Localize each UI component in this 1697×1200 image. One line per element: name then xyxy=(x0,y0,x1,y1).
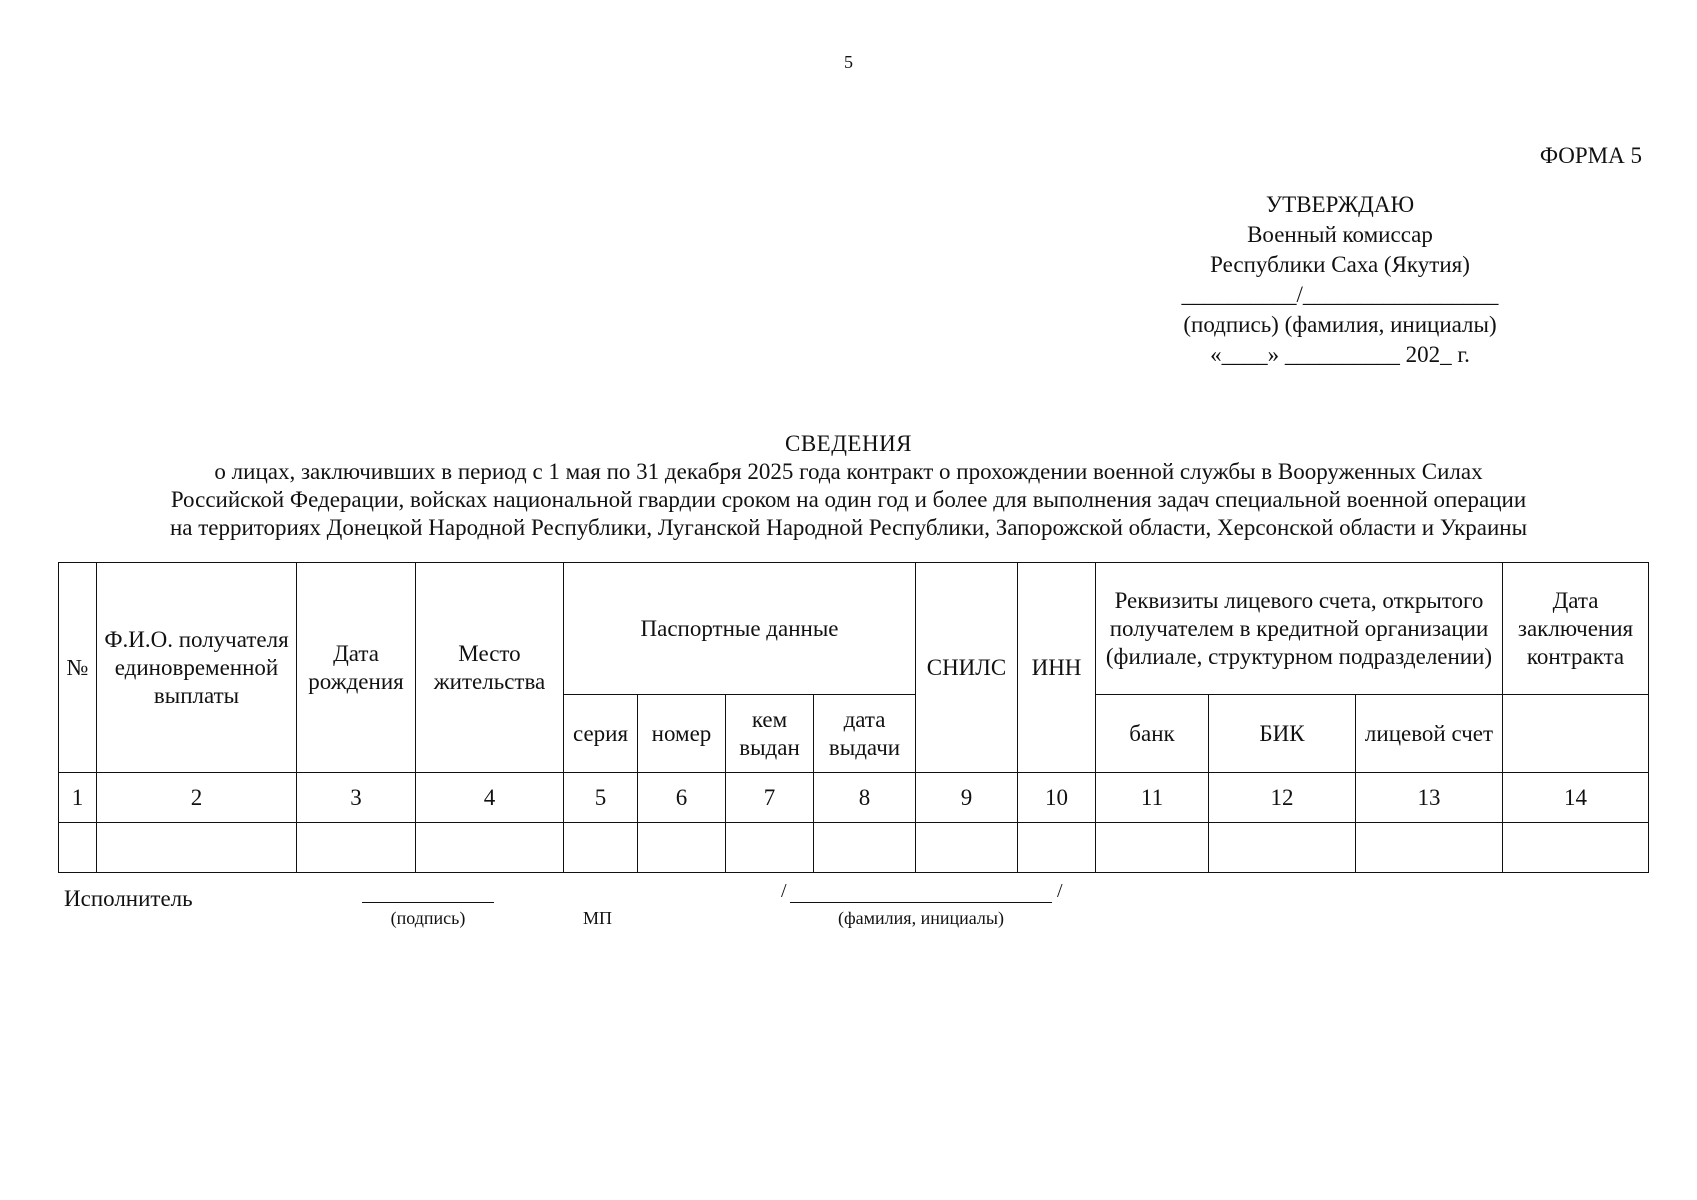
table-cell[interactable] xyxy=(814,823,916,873)
header-passport: Паспортные данные xyxy=(564,563,916,695)
column-number: 2 xyxy=(97,773,297,823)
table-row xyxy=(59,823,1649,873)
title-line-2: Российской Федерации, войсках национальной гвардии сроком на один год и более для выполнения задач специальной военной операции xyxy=(170,487,1527,512)
recipients-table xyxy=(58,562,1649,873)
approval-block xyxy=(1130,190,1550,370)
table-cell[interactable] xyxy=(638,823,726,873)
column-number: 6 xyxy=(638,773,726,823)
executor-name-caption: (фамилия, инициалы) xyxy=(838,908,1004,928)
executor-label: Исполнитель xyxy=(64,886,193,911)
column-number: 10 xyxy=(1018,773,1096,823)
column-number: 13 xyxy=(1356,773,1503,823)
table-cell[interactable] xyxy=(59,823,97,873)
header-bank: банк xyxy=(1096,695,1209,773)
name-slash-left: / xyxy=(781,880,787,902)
table-cell[interactable] xyxy=(1096,823,1209,873)
header-passport-number: номер xyxy=(638,695,726,773)
name-slash-right: / xyxy=(1057,880,1063,902)
table-cell[interactable] xyxy=(1503,823,1649,873)
column-number: 11 xyxy=(1096,773,1209,823)
column-number: 3 xyxy=(297,773,416,823)
header-residence: Место жительства xyxy=(416,563,564,773)
table-cell[interactable] xyxy=(297,823,416,873)
approval-heading: УТВЕРЖДАЮ xyxy=(1265,192,1415,217)
column-number: 1 xyxy=(59,773,97,823)
header-bik: БИК xyxy=(1209,695,1356,773)
table-cell[interactable] xyxy=(916,823,1018,873)
table-cell[interactable] xyxy=(1018,823,1096,873)
approval-date-line: «____» __________ 202_ г. xyxy=(1210,342,1470,367)
document-title xyxy=(60,430,1637,542)
column-number: 7 xyxy=(726,773,814,823)
header-snils: СНИЛС xyxy=(916,563,1018,773)
header-contract-date-empty xyxy=(1503,695,1649,773)
approval-organization: Республики Саха (Якутия) xyxy=(1210,252,1470,277)
column-numbers-row xyxy=(59,773,1649,823)
header-num: № xyxy=(59,563,97,773)
form-label: ФОРМА 5 xyxy=(1539,143,1642,168)
executor-signature-caption: (подпись) xyxy=(390,908,466,928)
column-number: 9 xyxy=(916,773,1018,823)
title-heading: СВЕДЕНИЯ xyxy=(784,431,913,456)
column-number: 8 xyxy=(814,773,916,823)
header-fio: Ф.И.О. получателя единовременной выплаты xyxy=(97,563,297,773)
column-number: 4 xyxy=(416,773,564,823)
table-cell[interactable] xyxy=(97,823,297,873)
header-contract-date: Дата заключения контракта xyxy=(1503,563,1649,695)
table-cell[interactable] xyxy=(1356,823,1503,873)
header-passport-series: серия xyxy=(564,695,638,773)
approval-signature-caption: (подпись) (фамилия, инициалы) xyxy=(1183,312,1497,337)
header-passport-issue-date: дата выдачи xyxy=(814,695,916,773)
table-cell[interactable] xyxy=(726,823,814,873)
approval-position: Военный комиссар xyxy=(1247,222,1433,247)
header-birth-date: Дата рождения xyxy=(297,563,416,773)
header-inn: ИНН xyxy=(1018,563,1096,773)
page-number: 5 xyxy=(844,52,853,72)
table-cell[interactable] xyxy=(416,823,564,873)
table-cell[interactable] xyxy=(1209,823,1356,873)
column-number: 14 xyxy=(1503,773,1649,823)
table-header-row-1 xyxy=(59,563,1649,695)
executor-name-line[interactable] xyxy=(790,880,1052,903)
executor-signature-line[interactable] xyxy=(362,880,494,903)
table-cell[interactable] xyxy=(564,823,638,873)
stamp-label: МП xyxy=(583,908,613,928)
title-line-1: о лицах, заключивших в период с 1 мая по 31 декабря 2025 года контракт о прохождении военной службы в Вооруженных Силах xyxy=(214,459,1483,484)
header-account-number: лицевой счет xyxy=(1356,695,1503,773)
column-number: 12 xyxy=(1209,773,1356,823)
header-passport-issued-by: кем выдан xyxy=(726,695,814,773)
title-line-3: на территориях Донецкой Народной Республики, Луганской Народной Республики, Запорожской области, Херсонской области и Украины xyxy=(169,515,1528,540)
column-number: 5 xyxy=(564,773,638,823)
approval-signature-line: __________/_________________ xyxy=(1181,282,1499,307)
header-account: Реквизиты лицевого счета, открытого получателем в кредитной организации (филиале, структурном подразделении) xyxy=(1096,563,1503,695)
